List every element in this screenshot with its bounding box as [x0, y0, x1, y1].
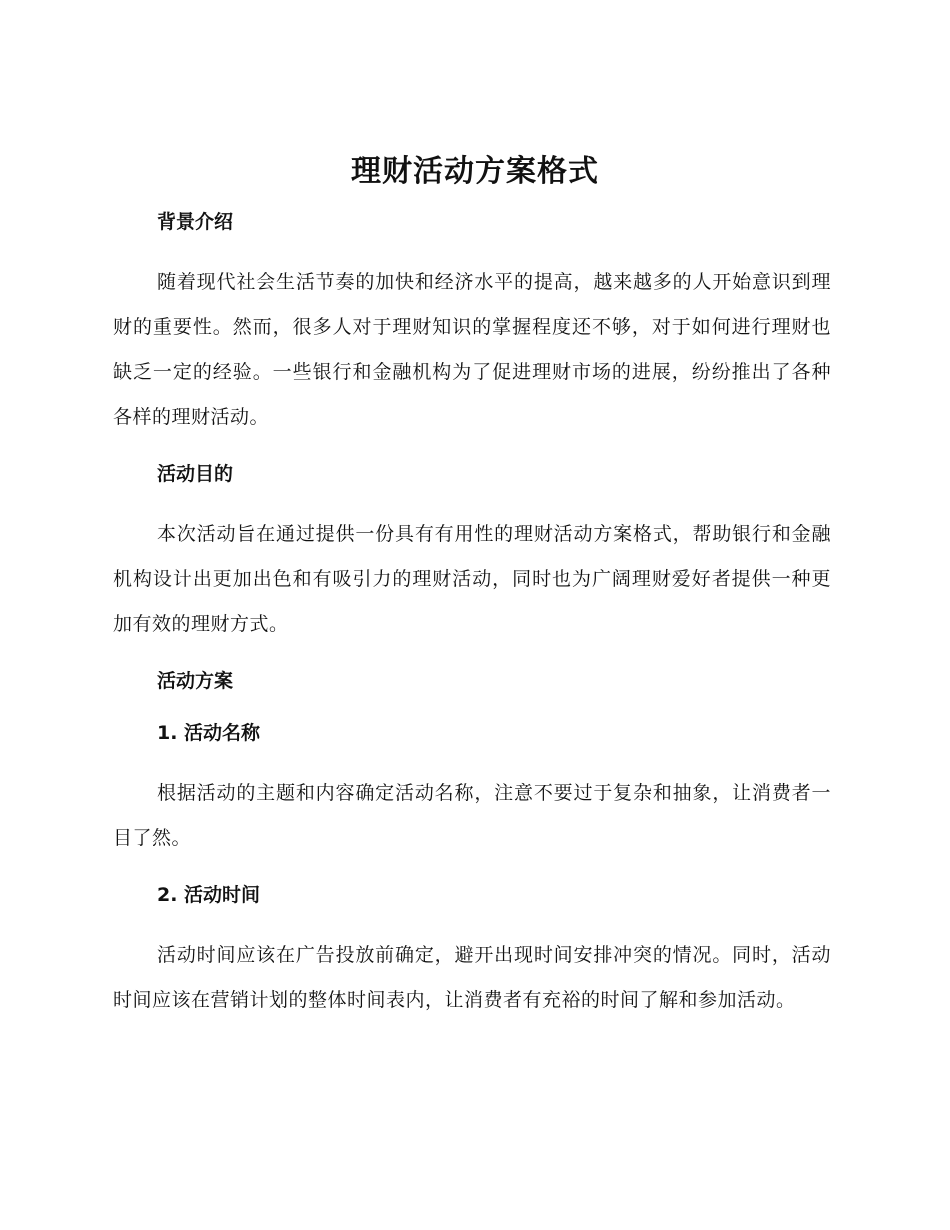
section-heading-activity-name: 1. 活动名称 [157, 722, 261, 744]
section-heading-plan: 活动方案 [157, 670, 234, 692]
section-heading-activity-time: 2. 活动时间 [157, 884, 261, 906]
section-heading-purpose: 活动目的 [157, 463, 234, 485]
section-paragraph-activity-name: 根据活动的主题和内容确定活动名称，注意不要过于复杂和抽象，让消费者一目了然。 [113, 782, 831, 849]
page-title: 理财活动方案格式 [351, 154, 599, 189]
section-paragraph-activity-time: 活动时间应该在广告投放前确定，避开出现时间安排冲突的情况。同时，活动时间应该在营销计划的整体时间表内，让消费者有充裕的时间了解和参加活动。 [113, 944, 831, 1011]
section-paragraph-purpose: 本次活动旨在通过提供一份具有有用性的理财活动方案格式，帮助银行和金融机构设计出更加出色和有吸引力的理财活动，同时也为广阔理财爱好者提供一种更加有效的理财方式。 [113, 523, 831, 635]
section-paragraph-background: 随着现代社会生活节奏的加快和经济水平的提高，越来越多的人开始意识到理财的重要性。然而，很多人对于理财知识的掌握程度还不够，对于如何进行理财也缺乏一定的经验。一些银行和金融机构为了促进理财市场的进展，纷纷推出了各种各样的理财活动。 [113, 271, 831, 428]
document-body [113, 204, 831, 1023]
section-heading-background: 背景介绍 [157, 211, 234, 233]
